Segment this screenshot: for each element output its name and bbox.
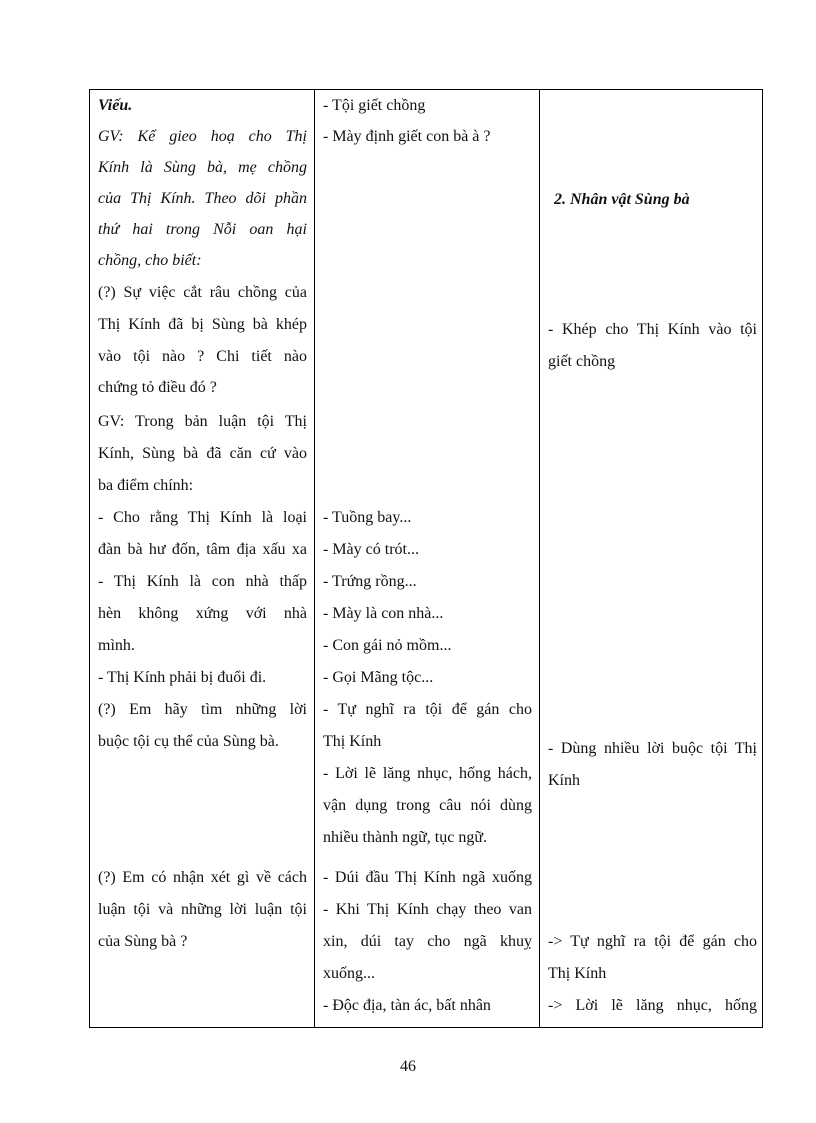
text-line: buộc tội cụ thể của Sùng bà. xyxy=(98,733,279,750)
text-line: xuống... xyxy=(323,965,375,982)
text-line: - Tội giết chồng xyxy=(323,97,426,114)
text-line: - Tự nghĩ ra tội để gán cho xyxy=(323,701,532,718)
text-line: chứng tỏ điều đó ? xyxy=(98,379,217,396)
teacher-column xyxy=(90,90,315,1027)
text-line: Thị Kính đã bị Sùng bà khép xyxy=(98,316,307,333)
text-line: xin, dúi tay cho ngã khuỵ xyxy=(323,933,532,950)
text-line: Kính xyxy=(548,772,580,789)
text-line: GV: Kể gieo hoạ cho Thị xyxy=(98,128,307,145)
text-line: mình. xyxy=(98,637,135,654)
text-line: vào tội nào ? Chi tiết nào xyxy=(98,348,307,365)
text-line: giết chồng xyxy=(548,353,616,370)
text-line: nhiều thành ngữ, tục ngữ. xyxy=(323,829,487,846)
text-line: Kính là Sùng bà, mẹ chồng xyxy=(98,159,307,176)
text-line: - Lời lẽ lăng nhục, hống hách, xyxy=(323,765,532,782)
text-line: của Thị Kính. Theo dõi phần xyxy=(98,190,307,207)
student-column xyxy=(315,90,540,1027)
text-line: hèn không xứng với nhà xyxy=(98,605,307,622)
text-line: - Cho rằng Thị Kính là loại xyxy=(98,509,307,526)
notes-column xyxy=(540,90,764,1027)
text-line: - Khép cho Thị Kính vào tội xyxy=(548,321,757,338)
text-line: - Dùng nhiều lời buộc tội Thị xyxy=(548,740,757,757)
text-line: ba điểm chính: xyxy=(98,477,194,494)
text-line: - Thị Kính phải bị đuổi đi. xyxy=(98,669,267,686)
text-line: - Dúi đầu Thị Kính ngã xuống xyxy=(323,869,532,886)
text-line: Thị Kính xyxy=(548,965,607,982)
text-line: GV: Trong bản luận tội Thị xyxy=(98,413,307,430)
section-heading: 2. Nhân vật Sùng bà xyxy=(554,191,690,208)
text-line: - Độc địa, tàn ác, bất nhân xyxy=(323,997,491,1014)
text-line: của Sùng bà ? xyxy=(98,933,188,950)
text-line: - Mày định giết con bà à ? xyxy=(323,128,491,145)
text-line: Thị Kính xyxy=(323,733,382,750)
text-line: - Thị Kính là con nhà thấp xyxy=(98,573,307,590)
text-line: Kính, Sùng bà đã căn cứ vào xyxy=(98,445,307,462)
text-line: Viếu. xyxy=(98,97,133,114)
text-line: vận dụng trong câu nói dùng xyxy=(323,797,532,814)
text-line: -> Lời lẽ lăng nhục, hống xyxy=(548,997,757,1014)
text-line: - Mày là con nhà... xyxy=(323,605,444,622)
text-line: - Khi Thị Kính chạy theo van xyxy=(323,901,532,918)
page-number: 46 xyxy=(400,1058,416,1075)
text-line: thứ hai trong Nỗi oan hại xyxy=(98,221,307,238)
text-line: -> Tự nghĩ ra tội để gán cho xyxy=(548,933,757,950)
lesson-table xyxy=(89,89,763,1028)
text-line: đàn bà hư đốn, tâm địa xấu xa xyxy=(98,541,307,558)
text-line: chồng, cho biết: xyxy=(98,252,202,269)
text-line: - Con gái nỏ mồm... xyxy=(323,637,452,654)
question-line: (?) Em hãy tìm những lời xyxy=(98,701,307,718)
question-line: (?) Sự việc cắt râu chồng của xyxy=(98,284,307,301)
text-line: - Tuồng bay... xyxy=(323,509,412,526)
question-line: (?) Em có nhận xét gì về cách xyxy=(98,869,307,886)
text-line: - Trứng rồng... xyxy=(323,573,417,590)
text-line: luận tội và những lời luận tội xyxy=(98,901,307,918)
text-line: - Gọi Mãng tộc... xyxy=(323,669,434,686)
text-line: - Mày có trót... xyxy=(323,541,419,558)
